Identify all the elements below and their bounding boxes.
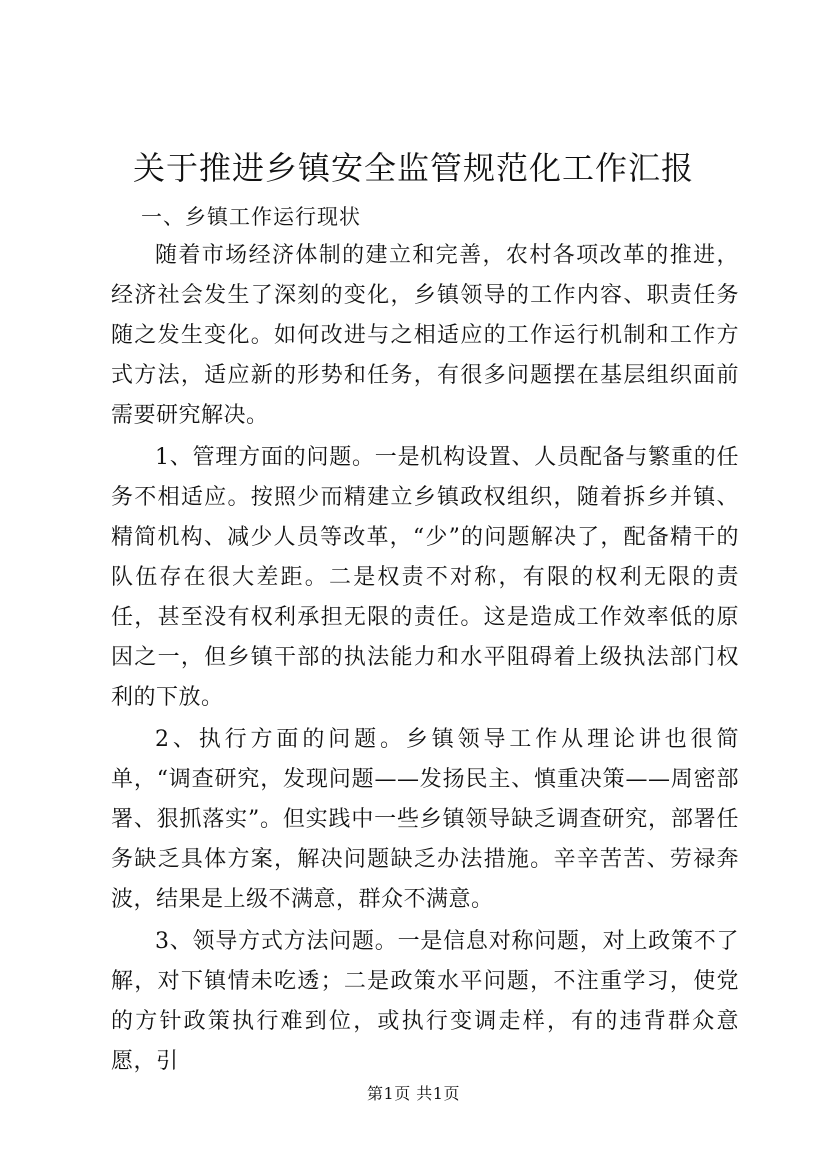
- paragraph-intro: 随着市场经济体制的建立和完善，农村各项改革的推进，经济社会发生了深刻的变化，乡镇领导的工作内容、职责任务随之发生变化。如何改进与之相适应的工作运行机制和工作方式方法，适应新的形势和任务，有很多问题摆在基层组织面前需要研究解决。: [111, 243, 739, 428]
- document-body: [111, 198, 739, 1084]
- document-title: 关于推进乡镇安全监管规范化工作汇报: [132, 149, 694, 187]
- paragraph-management: 1、管理方面的问题。一是机构设置、人员配备与繁重的任务不相适应。按照少而精建立乡镇政权组织，随着拆乡并镇、精简机构、减少人员等改革，“少”的问题解决了，配备精干的队伍存在很大差距。二是权责不对称，有限的权利无限的责任，甚至没有权利承担无限的责任。这是造成工作效率低的原因之一，但乡镇干部的执法能力和水平阻碍着上级执法部门权利的下放。: [111, 445, 739, 710]
- page-footer: 第1页 共1页: [367, 1084, 460, 1103]
- paragraph-execution: 2、执行方面的问题。乡镇领导工作从理论讲也很简单，“调查研究，发现问题——发扬民主、慎重决策——周密部署、狠抓落实”。但实践中一些乡镇领导缺乏调查研究，部署任务缺乏具体方案，解决问题缺乏办法措施。辛辛苦苦、劳禄奔波，结果是上级不满意，群众不满意。: [111, 727, 739, 912]
- paragraph-leadership: 3、领导方式方法问题。一是信息对称问题，对上政策不了解，对下镇情未吃透；二是政策水平问题，不注重学习，使党的方针政策执行难到位，或执行变调走样，有的违背群众意愿，引: [111, 929, 739, 1074]
- section-heading: 一、乡镇工作运行现状: [141, 205, 361, 229]
